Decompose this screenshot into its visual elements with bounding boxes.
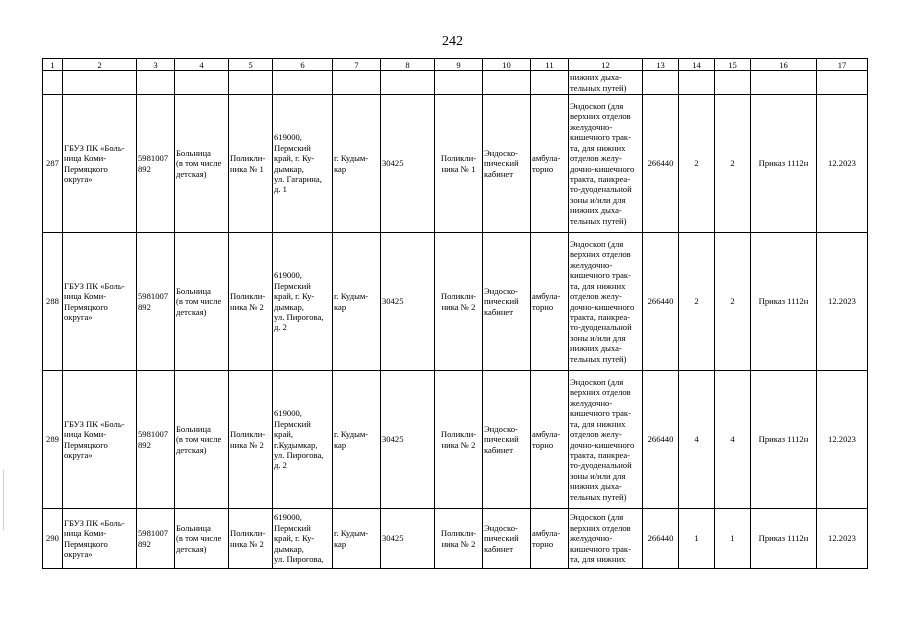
equipment-cell: Эндоскоп (для верхних отделов желудочно- кишечного трак- та, для нижних отделов желу- дочно-кишечного тракта, панкреа- то-дуоденальной зоны и/или для нижних дыха- тельных путей) [569,95,643,233]
okof-code-cell: 266440 [643,371,679,509]
table-row [43,371,868,509]
address-cell: 619000, Пермский край, г. Ку- дымкар, ул. Пирогова, [273,509,333,569]
deadline-date-cell: 12.2023 [817,233,868,371]
deadline-date-cell: 12.2023 [817,371,868,509]
unit-name-cell: Поликли- ника № 2 [229,371,273,509]
order-cell: Приказ 1112н [751,509,817,569]
row-number-cell: 287 [43,95,63,233]
inn-cell: 5981007 892 [137,233,175,371]
quantity-required-cell: 1 [679,509,715,569]
okof-code-cell: 266440 [643,95,679,233]
unit-name-cell: Поликли- ника № 1 [229,95,273,233]
table-row [43,95,868,233]
continuation-row [43,71,868,95]
col-header: 2 [63,59,137,71]
col-header: 14 [679,59,715,71]
row-number-cell: 290 [43,509,63,569]
quantity-available-cell: 2 [715,233,751,371]
col-header: 17 [817,59,868,71]
col-header: 8 [381,59,435,71]
col-header: 9 [435,59,483,71]
oktmo-code-cell: 30425 [381,233,435,371]
table-row [43,233,868,371]
organization-cell: ГБУЗ ПК «Боль- ница Коми- Пермяцкого округа» [63,95,137,233]
page-number: 242 [442,34,463,49]
row-number-cell: 289 [43,371,63,509]
organization-cell: ГБУЗ ПК «Боль- ница Коми- Пермяцкого округа» [63,509,137,569]
scan-edge-left [3,470,4,530]
quantity-available-cell: 2 [715,95,751,233]
cabinet-cell: Эндоско- пический кабинет [483,95,531,233]
col-header: 6 [273,59,333,71]
address-cell: 619000, Пермский край, г.Кудымкар, ул. Пирогова, д. 2 [273,371,333,509]
facility-type-cell: Больница (в том числе детская) [175,95,229,233]
care-mode-cell: амбула- торно [531,509,569,569]
address-cell: 619000, Пермский край, г. Ку- дымкар, ул. Гагарина, д. 1 [273,95,333,233]
col-header: 11 [531,59,569,71]
subunit-name-cell: Поликли- ника № 2 [435,509,483,569]
facility-type-cell: Больница (в том числе детская) [175,233,229,371]
col-header: 1 [43,59,63,71]
cabinet-cell: Эндоско- пический кабинет [483,233,531,371]
equipment-cell: Эндоскоп (для верхних отделов желудочно- кишечного трак- та, для нижних отделов желу- дочно-кишечного тракта, панкреа- то-дуоденальной зоны и/или для нижних дыха- тельных путей) [569,371,643,509]
column-number-row [43,59,868,71]
quantity-required-cell: 4 [679,371,715,509]
city-cell: г. Кудым- кар [333,509,381,569]
row-number-cell: 288 [43,233,63,371]
care-mode-cell: амбула- торно [531,95,569,233]
order-cell: Приказ 1112н [751,95,817,233]
oktmo-code-cell: 30425 [381,509,435,569]
care-mode-cell: амбула- торно [531,371,569,509]
equipment-table [42,58,868,569]
subunit-name-cell: Поликли- ника № 2 [435,233,483,371]
okof-code-cell: 266440 [643,233,679,371]
oktmo-code-cell: 30425 [381,95,435,233]
col-header: 7 [333,59,381,71]
okof-code-cell: 266440 [643,509,679,569]
unit-name-cell: Поликли- ника № 2 [229,233,273,371]
continuation-cell: нижних дыха- тельных путей) [569,71,643,95]
order-cell: Приказ 1112н [751,233,817,371]
quantity-available-cell: 4 [715,371,751,509]
subunit-name-cell: Поликли- ника № 2 [435,371,483,509]
facility-type-cell: Больница (в том числе детская) [175,509,229,569]
care-mode-cell: амбула- торно [531,233,569,371]
inn-cell: 5981007 892 [137,509,175,569]
col-header: 5 [229,59,273,71]
col-header: 16 [751,59,817,71]
oktmo-code-cell: 30425 [381,371,435,509]
order-cell: Приказ 1112н [751,371,817,509]
quantity-available-cell: 1 [715,509,751,569]
col-header: 15 [715,59,751,71]
city-cell: г. Кудым- кар [333,233,381,371]
inn-cell: 5981007 892 [137,371,175,509]
organization-cell: ГБУЗ ПК «Боль- ница Коми- Пермяцкого округа» [63,233,137,371]
col-header: 13 [643,59,679,71]
cabinet-cell: Эндоско- пический кабинет [483,371,531,509]
inn-cell: 5981007 892 [137,95,175,233]
deadline-date-cell: 12.2023 [817,95,868,233]
col-header: 3 [137,59,175,71]
cabinet-cell: Эндоско- пический кабинет [483,509,531,569]
quantity-required-cell: 2 [679,95,715,233]
facility-type-cell: Больница (в том числе детская) [175,371,229,509]
col-header: 10 [483,59,531,71]
quantity-required-cell: 2 [679,233,715,371]
city-cell: г. Кудым- кар [333,371,381,509]
deadline-date-cell: 12.2023 [817,509,868,569]
address-cell: 619000, Пермский край, г. Ку- дымкар, ул. Пирогова, д. 2 [273,233,333,371]
equipment-cell: Эндоскоп (для верхних отделов желудочно- кишечного трак- та, для нижних отделов желу- дочно-кишечного тракта, панкреа- то-дуоденальной зоны и/или для нижних дыха- тельных путей) [569,233,643,371]
organization-cell: ГБУЗ ПК «Боль- ница Коми- Пермяцкого округа» [63,371,137,509]
col-header: 12 [569,59,643,71]
unit-name-cell: Поликли- ника № 2 [229,509,273,569]
equipment-cell: Эндоскоп (для верхних отделов желудочно- кишечного трак- та, для нижних [569,509,643,569]
col-header: 4 [175,59,229,71]
subunit-name-cell: Поликли- ника № 1 [435,95,483,233]
city-cell: г. Кудым- кар [333,95,381,233]
table-row [43,509,868,569]
